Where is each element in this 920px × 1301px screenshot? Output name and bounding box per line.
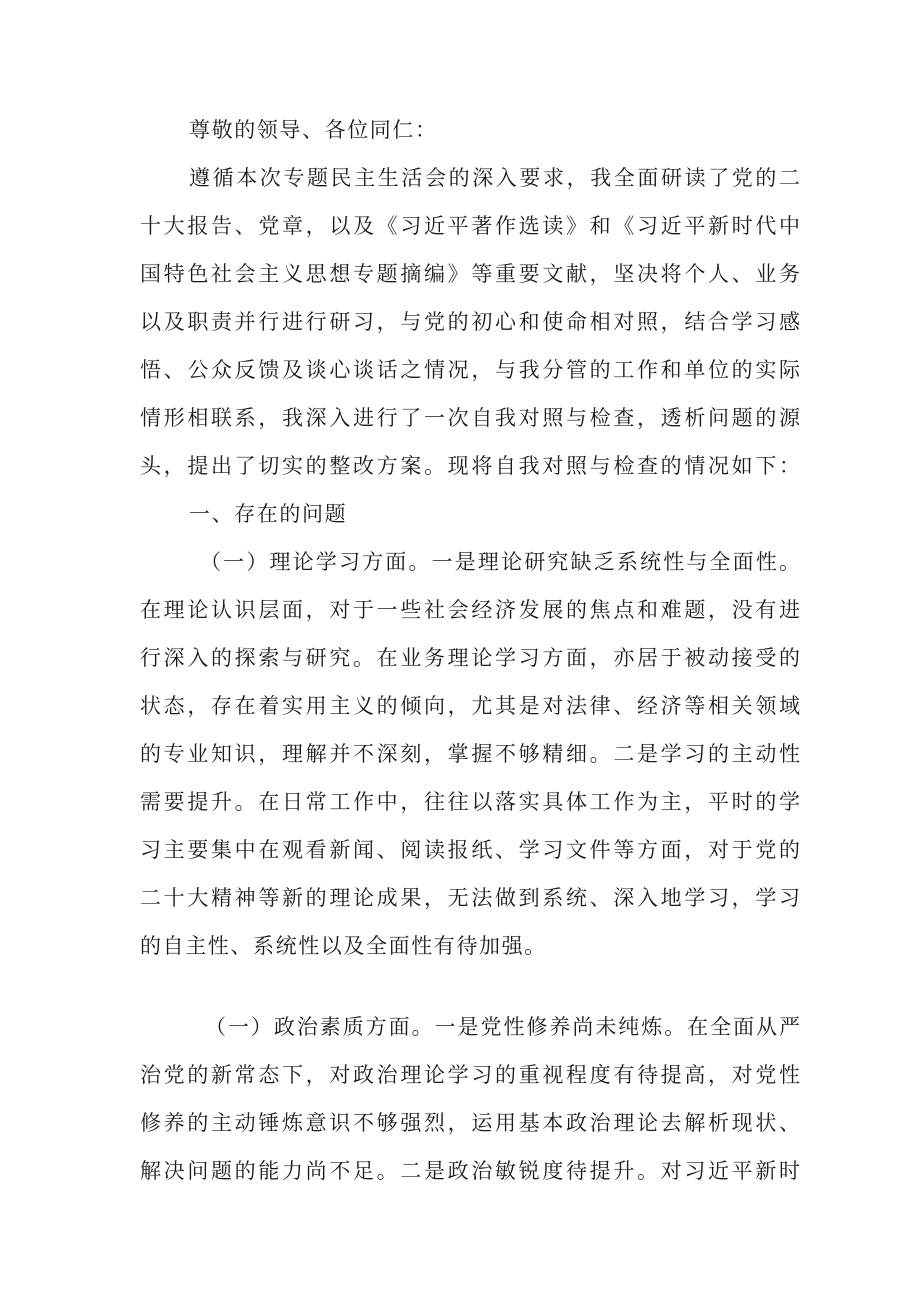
section-heading: 一、存在的问题 xyxy=(189,502,348,526)
intro-line-6: 情形相联系，我深入进行了一次自我对照与检查，透析问题的源 xyxy=(140,406,800,430)
theory-line-4: 状态，存在着实用主义的倾向，尤其是对法律、经济等相关领域 xyxy=(140,694,800,718)
theory-line-3: 行深入的探索与研究。在业务理论学习方面，亦居于被动接受的 xyxy=(140,646,800,670)
theory-line-7: 习主要集中在观看新闻、阅读报纸、学习文件等方面，对于党的 xyxy=(140,838,800,862)
intro-line-5: 悟、公众反馈及谈心谈话之情况，与我分管的工作和单位的实际 xyxy=(140,358,800,382)
intro-line-4: 以及职责并行进行研习，与党的初心和使命相对照，结合学习感 xyxy=(140,310,800,334)
theory-line-2: 在理论认识层面，对于一些社会经济发展的焦点和难题，没有进 xyxy=(140,598,800,622)
political-line-2: 治党的新常态下，对政治理论学习的重视程度有待提高，对党性 xyxy=(140,1063,800,1087)
political-line-1: （一）政治素质方面。一是党性修养尚未纯炼。在全面从严 xyxy=(205,1015,800,1039)
theory-line-8: 二十大精神等新的理论成果，无法做到系统、深入地学习，学习 xyxy=(140,886,800,910)
theory-line-9: 的自主性、系统性以及全面性有待加强。 xyxy=(140,934,547,958)
theory-line-1: （一）理论学习方面。一是理论研究缺乏系统性与全面性。 xyxy=(200,550,800,574)
salutation: 尊敬的领导、各位同仁： xyxy=(189,118,438,142)
theory-line-6: 需要提升。在日常工作中，往往以落实具体工作为主，平时的学 xyxy=(140,790,800,814)
political-line-4: 解决问题的能力尚不足。二是政治敏锐度待提升。对习近平新时 xyxy=(140,1159,800,1183)
political-line-3: 修养的主动锤炼意识不够强烈，运用基本政治理论去解析现状、 xyxy=(140,1111,800,1135)
intro-line-7: 头，提出了切实的整改方案。现将自我对照与检查的情况如下： xyxy=(140,454,800,478)
intro-line-1: 遵循本次专题民主生活会的深入要求，我全面研读了党的二 xyxy=(189,166,800,190)
intro-line-2: 十大报告、党章，以及《习近平著作选读》和《习近平新时代中 xyxy=(140,214,800,238)
theory-line-5: 的专业知识，理解并不深刻，掌握不够精细。二是学习的主动性 xyxy=(140,742,800,766)
intro-line-3: 国特色社会主义思想专题摘编》等重要文献，坚决将个人、业务 xyxy=(140,262,800,286)
